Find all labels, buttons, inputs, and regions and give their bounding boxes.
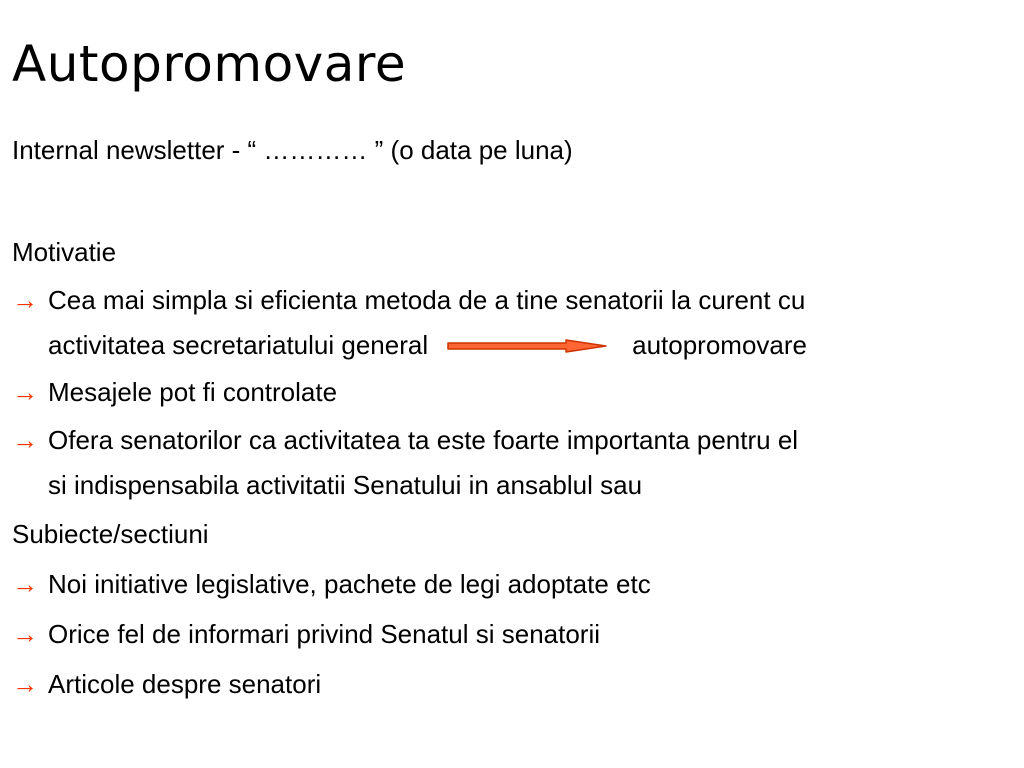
- bullet-text: Ofera senatorilor ca activitatea ta este foarte importanta pentru el: [48, 425, 799, 455]
- right-arrow-icon: →: [12, 619, 38, 649]
- slide-title: Autopromovare: [12, 35, 407, 93]
- right-arrow-icon: →: [12, 285, 38, 315]
- right-arrow-icon: →: [12, 425, 38, 455]
- bullet-text: Cea mai simpla si eficienta metoda de a tine senatorii la curent cu: [48, 285, 806, 315]
- bullet-text: Noi initiative legislative, pachete de legi adoptate etc: [48, 569, 651, 599]
- bullet-text: Articole despre senatori: [48, 669, 322, 699]
- bullet-text-right: autopromovare: [632, 330, 807, 360]
- newsletter-line: Internal newsletter - “ ………… ” (o data pe luna): [12, 135, 573, 165]
- subiecte-bullet-2: [12, 612, 1012, 657]
- bullet-text-line2: si indispensabila activitatii Senatului in ansablul sau: [48, 470, 643, 500]
- bullet-text-left: activitatea secretariatului general: [48, 330, 429, 360]
- bullet-text: Mesajele pot fi controlate: [48, 377, 338, 407]
- motivatie-bullet-1: [12, 278, 1012, 368]
- right-arrow-icon: →: [12, 377, 38, 407]
- orange-arrow-icon: [446, 339, 610, 353]
- right-arrow-icon: →: [12, 669, 38, 699]
- section-heading-subiecte: Subiecte/sectiuni: [12, 519, 209, 549]
- subiecte-bullet-1: [12, 562, 1012, 607]
- bullet-text: Orice fel de informari privind Senatul si senatorii: [48, 619, 601, 649]
- subiecte-bullet-3: [12, 662, 1012, 707]
- motivatie-bullet-3: [12, 418, 1012, 508]
- right-arrow-icon: →: [12, 569, 38, 599]
- section-heading-motivatie: Motivatie: [12, 237, 117, 267]
- motivatie-bullet-2: [12, 370, 1012, 415]
- bullet-text-line2: [48, 323, 1012, 368]
